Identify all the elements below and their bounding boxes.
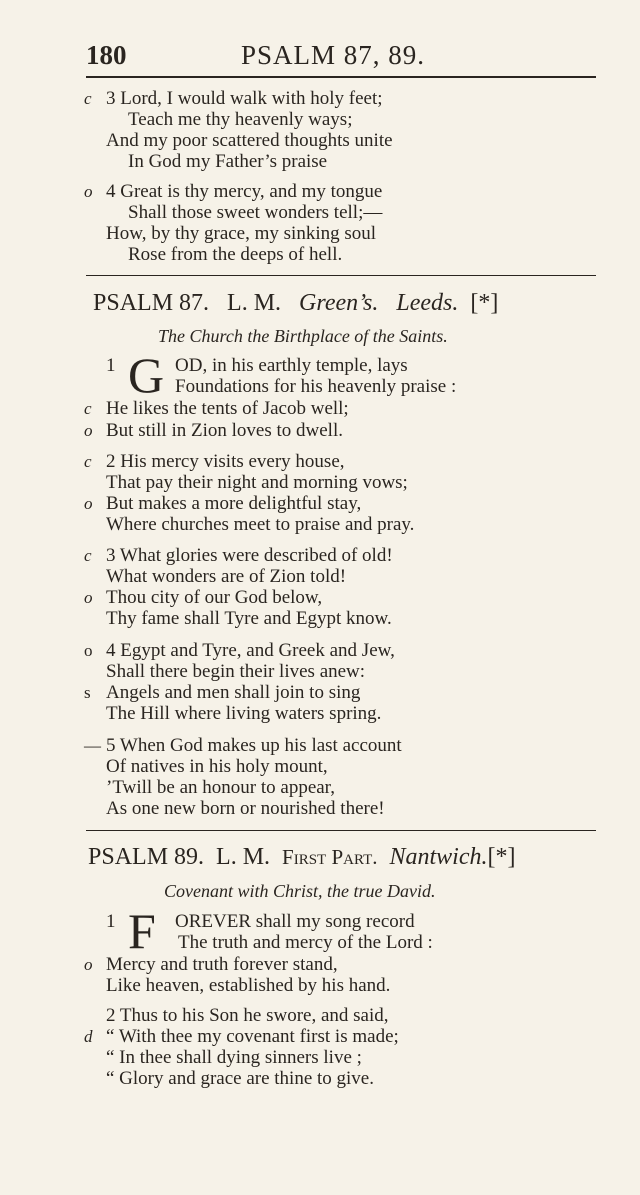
verse-line: But still in Zion loves to dwell. (106, 420, 343, 441)
verse-line: 4 Egypt and Tyre, and Greek and Jew, (106, 640, 395, 661)
tune-name: Leeds. (396, 290, 459, 316)
verse-line: 3 What glories were described of old! (106, 545, 393, 566)
verse-line: That pay their night and morning vows; (106, 472, 408, 493)
verse-line: Like heaven, established by his hand. (106, 975, 391, 996)
verse-line: Shall there begin their lives anew: (106, 661, 366, 682)
verse-line: Rose from the deeps of hell. (128, 244, 343, 265)
verse-line: And my poor scattered thoughts unite (106, 130, 393, 151)
verse-line: OD, in his earthly temple, lays (175, 355, 408, 376)
dynamic-mark: c (84, 546, 92, 565)
psalm-title: PSALM 87. (93, 290, 210, 316)
verse-line: 2 Thus to his Son he swore, and said, (106, 1005, 389, 1026)
dynamic-mark: c (84, 89, 92, 108)
dynamic-mark: — (84, 736, 101, 755)
verse-line: 2 His mercy visits every house, (106, 451, 345, 472)
verse-line: “ Glory and grace are thine to give. (106, 1068, 374, 1089)
drop-cap: G (128, 347, 165, 403)
dynamic-mark: o (84, 421, 93, 440)
tune-name: Green’s. (299, 290, 379, 316)
verse-line: The truth and mercy of the Lord : (178, 932, 433, 953)
running-title: PSALM 87, 89. (241, 40, 426, 70)
psalm-subtitle: The Church the Birthplace of the Saints. (158, 326, 448, 346)
psalm-subtitle: Covenant with Christ, the true David. (164, 881, 436, 901)
verse-line: As one new born or nourished there! (106, 798, 385, 819)
psalm-89-heading (88, 842, 516, 872)
psalm-87-heading (93, 288, 498, 318)
bracket-mark: [*] (470, 290, 499, 316)
drop-cap: F (128, 903, 156, 959)
verse-number: 1 (106, 355, 116, 376)
header-rule (86, 76, 596, 78)
verse-line: Foundations for his heavenly praise : (175, 376, 457, 397)
verse-line: 3 Lord, I would walk with holy feet; (106, 88, 383, 109)
verse-line: ’Twill be an honour to appear, (106, 777, 336, 798)
verse-line: OREVER shall my song record (175, 911, 415, 932)
verse-line: He likes the tents of Jacob well; (106, 398, 349, 419)
verse-line: Angels and men shall join to sing (106, 682, 361, 703)
verse-line: The Hill where living waters spring. (106, 703, 382, 724)
verse-line: “ With thee my covenant first is made; (106, 1026, 399, 1047)
page-number: 180 (86, 40, 127, 70)
dynamic-mark: o (84, 588, 93, 607)
page-header (86, 40, 596, 74)
dynamic-mark: c (84, 399, 92, 418)
dynamic-mark: o (84, 955, 93, 974)
verse-line: Thou city of our God below, (106, 587, 323, 608)
psalm-meter: L. M. (216, 844, 271, 870)
verse-line: “ In thee shall dying sinners live ; (106, 1047, 362, 1068)
verse-line: But makes a more delightful stay, (106, 493, 362, 514)
verse-line: How, by thy grace, my sinking soul (106, 223, 377, 244)
verse-line: Teach me thy heavenly ways; (128, 109, 353, 130)
psalm-meter: L. M. (227, 290, 282, 316)
dynamic-mark: o (84, 641, 93, 660)
section-rule (86, 830, 596, 831)
dynamic-mark: d (84, 1027, 93, 1046)
dynamic-mark: s (84, 683, 91, 702)
verse-line: Thy fame shall Tyre and Egypt know. (106, 608, 392, 629)
psalm-title: PSALM 89. (88, 844, 205, 870)
verse-line: What wonders are of Zion told! (106, 566, 347, 587)
verse-line: Where churches meet to praise and pray. (106, 514, 415, 535)
dynamic-mark: o (84, 182, 93, 201)
verse-line: Of natives in his holy mount, (106, 756, 328, 777)
verse-line: 4 Great is thy mercy, and my tongue (106, 181, 383, 202)
psalm-part: First Part. (282, 845, 378, 869)
verse-line: 5 When God makes up his last account (106, 735, 402, 756)
verse-line: In God my Father’s praise (128, 151, 328, 172)
verse-line: Shall those sweet wonders tell;— (128, 202, 383, 223)
bracket-mark: [*] (487, 844, 516, 870)
verse-number: 1 (106, 911, 116, 932)
verse-line: Mercy and truth forever stand, (106, 954, 338, 975)
section-rule (86, 275, 596, 276)
dynamic-mark: o (84, 494, 93, 513)
dynamic-mark: c (84, 452, 92, 471)
tune-name: Nantwich. (389, 844, 488, 870)
